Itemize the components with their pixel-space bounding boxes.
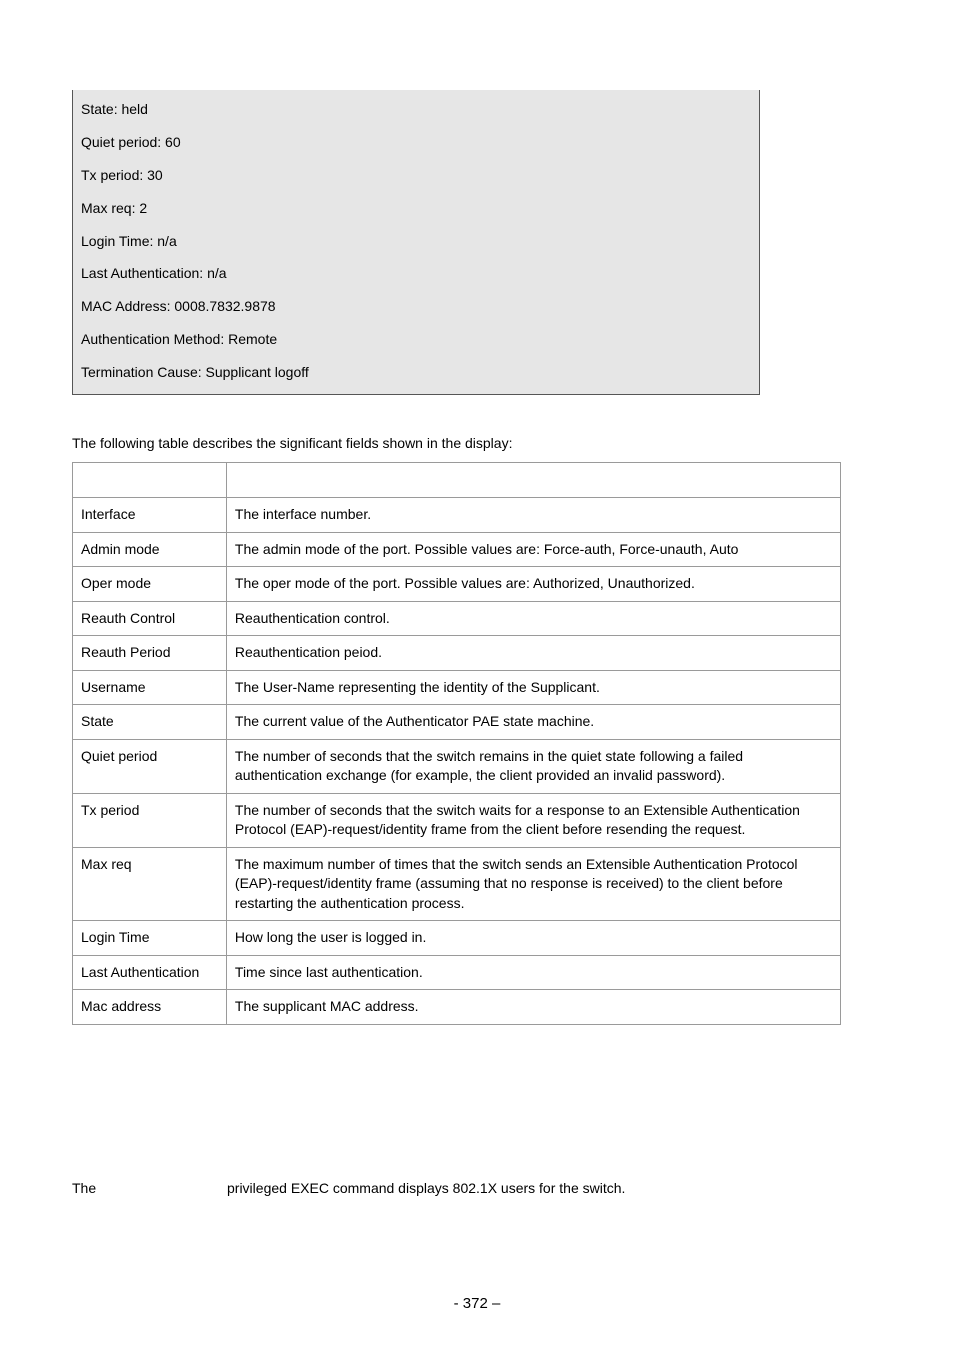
field-description-table (72, 462, 841, 1025)
table-row (73, 990, 841, 1025)
field-description-cell: Reauthentication peiod. (226, 636, 840, 671)
field-name-cell: Oper mode (73, 567, 227, 602)
field-name-cell: State (73, 705, 227, 740)
table-row (73, 847, 841, 921)
field-description-cell: The supplicant MAC address. (226, 990, 840, 1025)
code-line: State: held (81, 101, 148, 117)
field-name-cell: Quiet period (73, 739, 227, 793)
table-header-row (73, 463, 841, 498)
header-cell-field (73, 463, 227, 498)
command-para-lead: The (72, 1180, 97, 1196)
table-intro-text: The following table describes the significant fields shown in the display: (72, 435, 513, 451)
table-row (73, 955, 841, 990)
field-description-cell: The maximum number of times that the switch sends an Extensible Authentication Protocol (EAP)-request/identity frame (assuming that no response is received) to the client before restarting the authentication process. (226, 847, 840, 921)
code-line: Authentication Method: Remote (81, 331, 278, 347)
page-number: - 372 – (453, 1295, 501, 1312)
code-line: MAC Address: 0008.7832.9878 (81, 298, 276, 314)
table-row (73, 498, 841, 533)
field-name-cell: Mac address (73, 990, 227, 1025)
code-line: Login Time: n/a (81, 233, 177, 249)
table-row (73, 921, 841, 956)
field-description-cell: The oper mode of the port. Possible values are: Authorized, Unauthorized. (226, 567, 840, 602)
code-line: Last Authentication: n/a (81, 265, 227, 281)
field-name-cell: Last Authentication (73, 955, 227, 990)
code-line: Termination Cause: Supplicant logoff (81, 364, 309, 380)
field-description-cell: The admin mode of the port. Possible values are: Force-auth, Force-unauth, Auto (226, 532, 840, 567)
table-row (73, 567, 841, 602)
field-name-cell: Reauth Control (73, 601, 227, 636)
code-line: Max req: 2 (81, 200, 148, 216)
table-row (73, 670, 841, 705)
field-name-cell: Admin mode (73, 532, 227, 567)
field-name-cell: Reauth Period (73, 636, 227, 671)
field-name-cell: Tx period (73, 793, 227, 847)
field-name-cell: Interface (73, 498, 227, 533)
header-cell-description (226, 463, 840, 498)
field-description-cell: The User-Name representing the identity of the Supplicant. (226, 670, 840, 705)
field-description-cell: The number of seconds that the switch remains in the quiet state following a failed authentication exchange (for example, the client provided an invalid password). (226, 739, 840, 793)
table-row (73, 532, 841, 567)
table-row (73, 636, 841, 671)
field-description-cell: The interface number. (226, 498, 840, 533)
code-line: Tx period: 30 (81, 167, 163, 183)
table-row (73, 705, 841, 740)
field-name-cell: Username (73, 670, 227, 705)
table-row (73, 601, 841, 636)
field-description-cell: The number of seconds that the switch waits for a response to an Extensible Authentication Protocol (EAP)-request/identity frame from the client before resending the request. (226, 793, 840, 847)
command-para-text: privileged EXEC command displays 802.1X users for the switch. (227, 1180, 626, 1196)
table-row (73, 793, 841, 847)
field-name-cell: Login Time (73, 921, 227, 956)
field-name-cell: Max req (73, 847, 227, 921)
field-description-cell: How long the user is logged in. (226, 921, 840, 956)
command-output-box (72, 90, 760, 395)
field-description-cell: Time since last authentication. (226, 955, 840, 990)
field-description-cell: The current value of the Authenticator PAE state machine. (226, 705, 840, 740)
table-row (73, 739, 841, 793)
code-line: Quiet period: 60 (81, 134, 181, 150)
field-description-cell: Reauthentication control. (226, 601, 840, 636)
